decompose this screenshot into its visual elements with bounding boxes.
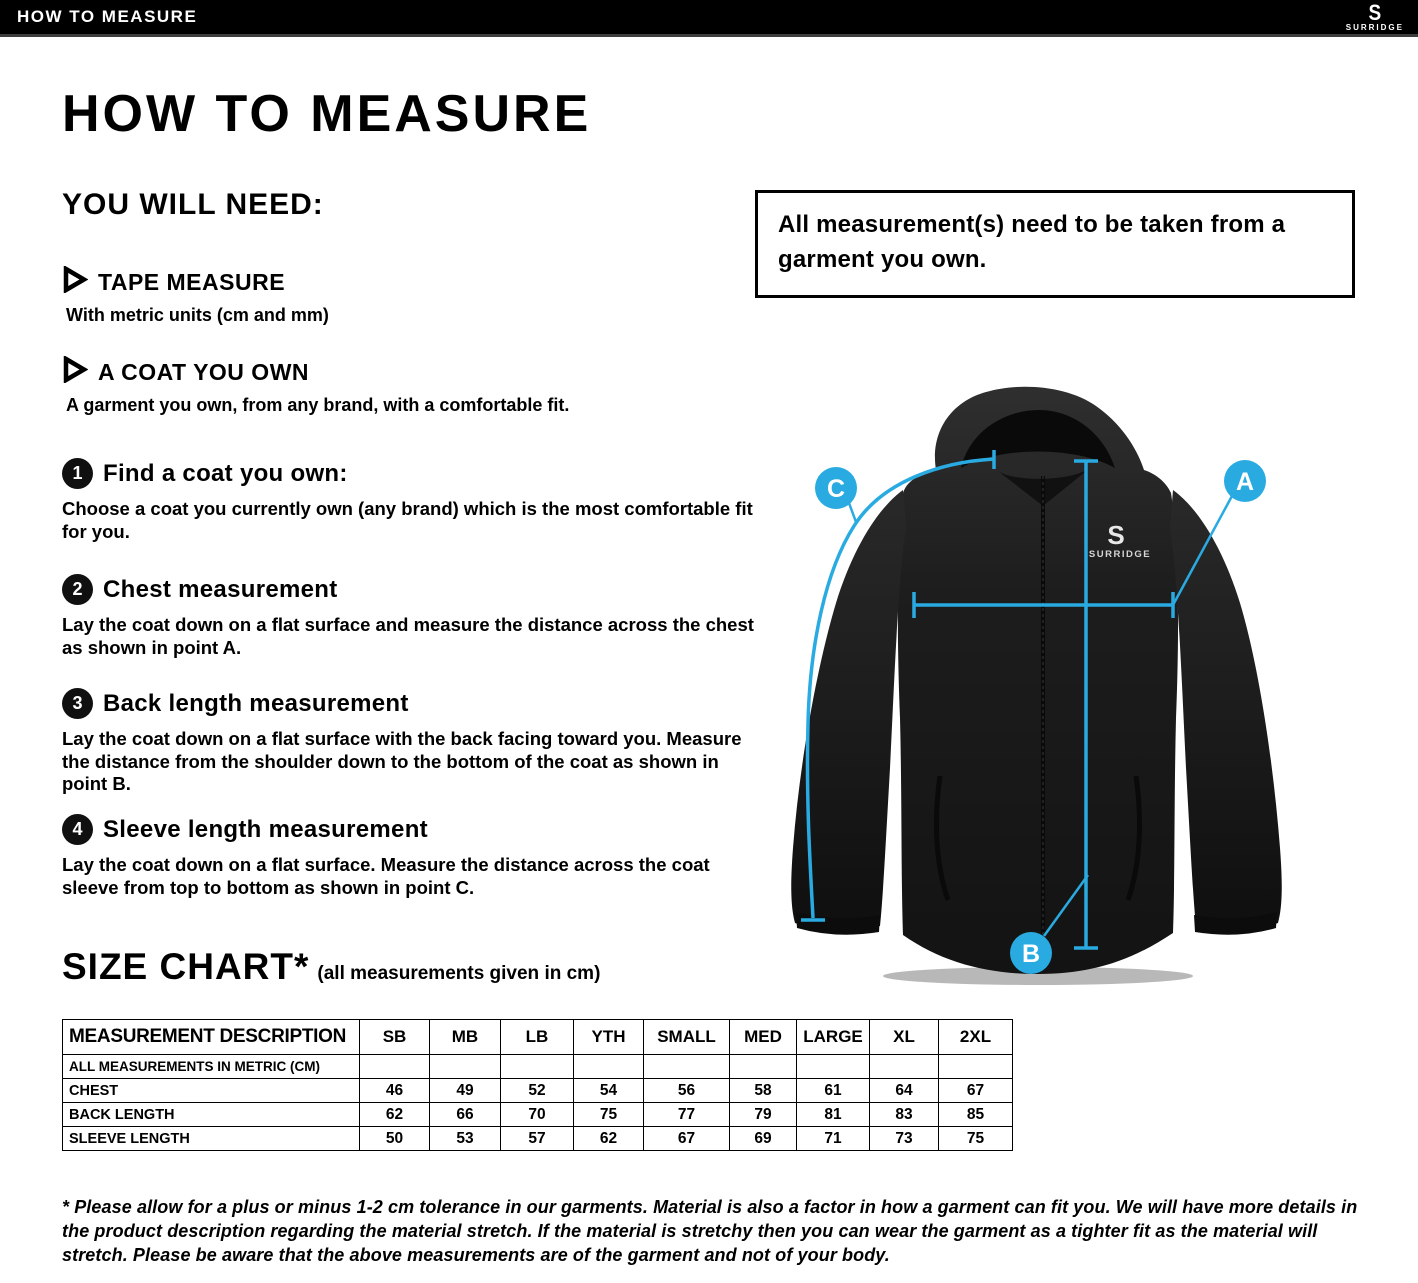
column-header: MB xyxy=(430,1020,501,1055)
value-cell: 62 xyxy=(360,1103,430,1127)
metric-note-cell: ALL MEASUREMENTS IN METRIC (CM) xyxy=(63,1055,360,1079)
jacket-image xyxy=(758,378,1318,1000)
surridge-logo xyxy=(1345,1,1404,32)
value-cell: 49 xyxy=(430,1079,501,1103)
arrow-right-icon xyxy=(62,356,88,388)
column-header: SMALL xyxy=(644,1020,730,1055)
step-sleeve-length-measurement xyxy=(62,814,762,899)
value-cell: 58 xyxy=(730,1079,797,1103)
value-cell: 81 xyxy=(797,1103,870,1127)
empty-cell xyxy=(939,1055,1013,1079)
size-chart-table xyxy=(62,1019,1013,1151)
need-item-coat xyxy=(62,356,569,416)
column-header: LB xyxy=(501,1020,574,1055)
label-a: A xyxy=(1235,468,1255,496)
row-label: SLEEVE LENGTH xyxy=(63,1127,360,1151)
value-cell: 56 xyxy=(644,1079,730,1103)
value-cell: 79 xyxy=(730,1103,797,1127)
empty-cell xyxy=(644,1055,730,1079)
value-cell: 83 xyxy=(870,1103,939,1127)
table-row xyxy=(63,1127,1013,1151)
surridge-logo-text: SURRIDGE xyxy=(1345,23,1404,32)
step-title: Sleeve length measurement xyxy=(103,815,428,843)
empty-cell xyxy=(730,1055,797,1079)
value-cell: 46 xyxy=(360,1079,430,1103)
value-cell: 54 xyxy=(574,1079,644,1103)
page-title: HOW TO MEASURE xyxy=(62,85,592,143)
value-cell: 53 xyxy=(430,1127,501,1151)
value-cell: 85 xyxy=(939,1103,1013,1127)
empty-cell xyxy=(574,1055,644,1079)
empty-cell xyxy=(797,1055,870,1079)
value-cell: 64 xyxy=(870,1079,939,1103)
size-chart-heading xyxy=(62,946,600,988)
need-item-title: TAPE MEASURE xyxy=(98,268,286,295)
jacket-sleeve-right xyxy=(1170,490,1282,929)
value-cell: 69 xyxy=(730,1127,797,1151)
empty-cell xyxy=(430,1055,501,1079)
jacket-body xyxy=(898,387,1178,974)
label-b: B xyxy=(1021,940,1041,968)
step-number-badge: 4 xyxy=(62,814,93,845)
notice-box: All measurement(s) need to be taken from a garment you own. xyxy=(755,190,1355,298)
value-cell: 73 xyxy=(870,1127,939,1151)
column-header: YTH xyxy=(574,1020,644,1055)
need-item-desc: A garment you own, from any brand, with a comfortable fit. xyxy=(66,395,570,415)
column-header: SB xyxy=(360,1020,430,1055)
table-row xyxy=(63,1079,1013,1103)
step-title: Chest measurement xyxy=(103,575,338,603)
need-item-title: A COAT YOU OWN xyxy=(98,358,310,385)
empty-cell xyxy=(360,1055,430,1079)
step-body: Choose a coat you currently own (any brand) which is the most comfortable fit for you. xyxy=(62,498,753,542)
step-body: Lay the coat down on a flat surface with the back facing toward you. Measure the distance from the shoulder down to the bottom of the coat as shown in point B. xyxy=(62,728,742,795)
size-chart-subtitle: (all measurements given in cm) xyxy=(317,963,601,984)
empty-cell xyxy=(501,1055,574,1079)
step-title: Back length measurement xyxy=(103,689,409,717)
column-header: MEASUREMENT DESCRIPTION xyxy=(63,1020,360,1055)
value-cell: 52 xyxy=(501,1079,574,1103)
modal-header-bar xyxy=(0,0,1418,37)
jacket-measurement-diagram xyxy=(758,378,1318,1000)
value-cell: 57 xyxy=(501,1127,574,1151)
step-body: Lay the coat down on a flat surface. Measure the distance across the coat sleeve from top to bottom as shown in point C. xyxy=(62,854,710,898)
size-chart-body xyxy=(63,1055,1013,1151)
you-will-need-heading: YOU WILL NEED: xyxy=(62,188,324,221)
value-cell: 70 xyxy=(501,1103,574,1127)
step-chest-measurement xyxy=(62,574,762,659)
value-cell: 66 xyxy=(430,1103,501,1127)
step-number-badge: 2 xyxy=(62,574,93,605)
label-c: C xyxy=(826,475,846,503)
size-chart-title: SIZE CHART* xyxy=(62,946,310,987)
garment-logo-s-icon: S xyxy=(1107,520,1125,550)
surridge-s-icon: S xyxy=(1368,1,1382,26)
value-cell: 77 xyxy=(644,1103,730,1127)
size-chart-header-row xyxy=(63,1020,1013,1055)
column-header: LARGE xyxy=(797,1020,870,1055)
step-title: Find a coat you own: xyxy=(103,459,348,487)
empty-cell xyxy=(870,1055,939,1079)
value-cell: 71 xyxy=(797,1127,870,1151)
arrow-right-icon xyxy=(62,266,88,298)
step-number-badge: 3 xyxy=(62,688,93,719)
column-header: 2XL xyxy=(939,1020,1013,1055)
need-item-tape-measure xyxy=(62,266,329,326)
metric-note-row xyxy=(63,1055,1013,1079)
step-find-coat xyxy=(62,458,762,543)
value-cell: 75 xyxy=(939,1127,1013,1151)
modal-header-title: HOW TO MEASURE xyxy=(17,7,198,26)
value-cell: 67 xyxy=(644,1127,730,1151)
value-cell: 75 xyxy=(574,1103,644,1127)
table-row xyxy=(63,1103,1013,1127)
column-header: MED xyxy=(730,1020,797,1055)
tolerance-footnote: * Please allow for a plus or minus 1-2 cm tolerance in our garments. Material is also a factor in how a garment can fit you. We will have more details in the product description regarding the material stretch. If the material is stretchy then you can wear the garment as a tighter fit as the material will stretch. Please be aware that the above measurements are of the garment and not of your body. xyxy=(62,1197,1358,1265)
step-back-length-measurement xyxy=(62,688,762,796)
value-cell: 62 xyxy=(574,1127,644,1151)
garment-logo-text: SURRIDGE xyxy=(1088,549,1152,560)
value-cell: 50 xyxy=(360,1127,430,1151)
row-label: BACK LENGTH xyxy=(63,1103,360,1127)
step-number-badge: 1 xyxy=(62,458,93,489)
need-item-desc: With metric units (cm and mm) xyxy=(66,305,329,325)
value-cell: 67 xyxy=(939,1079,1013,1103)
column-header: XL xyxy=(870,1020,939,1055)
step-body: Lay the coat down on a flat surface and measure the distance across the chest as shown in point A. xyxy=(62,614,754,658)
value-cell: 61 xyxy=(797,1079,870,1103)
row-label: CHEST xyxy=(63,1079,360,1103)
